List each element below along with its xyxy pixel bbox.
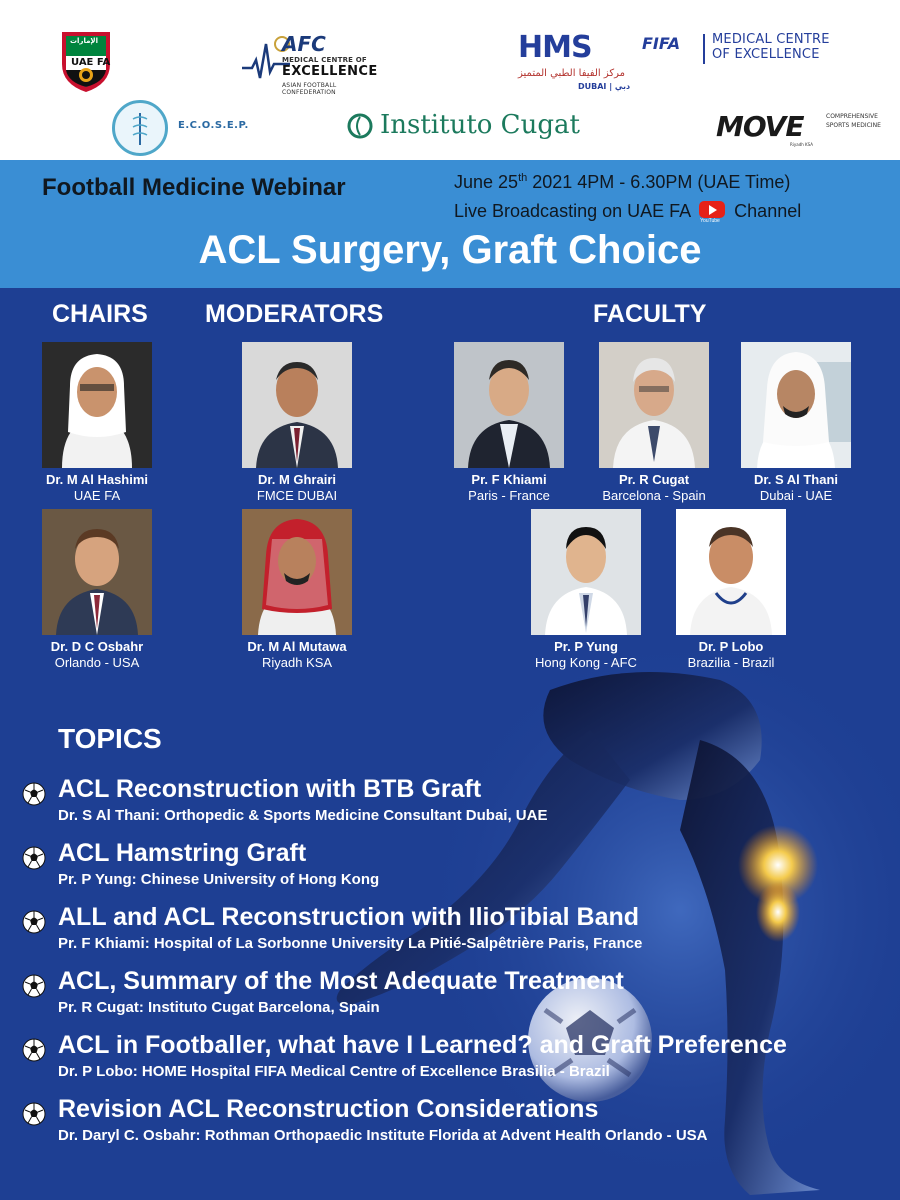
hms-medical-line2: OF EXCELLENCE — [712, 47, 820, 62]
person-location: Orlando - USA — [54, 655, 140, 670]
person-location: Barcelona - Spain — [602, 488, 706, 503]
soccer-ball-icon — [22, 1038, 46, 1062]
topic-speaker: Dr. P Lobo: HOME Hospital FIFA Medical Centre of Excellence Brasilia - Brazil — [58, 1063, 610, 1080]
person-location: Brazilia - Brazil — [687, 655, 775, 670]
hms-brand: HMS — [518, 30, 592, 65]
broadcast-suffix: Channel — [734, 201, 802, 221]
afc-line2: EXCELLENCE — [282, 64, 378, 79]
person-location: Hong Kong - AFC — [535, 655, 637, 670]
topic-speaker: Dr. S Al Thani: Orthopedic & Sports Medicine Consultant Dubai, UAE — [58, 807, 548, 824]
partner-logos-band — [0, 0, 900, 160]
faculty-card — [721, 342, 871, 503]
instituto-cugat-logo — [346, 110, 586, 150]
moderator-card — [222, 509, 372, 670]
person-name: Dr. M Ghrairi — [257, 472, 337, 487]
hms-fifa-logo — [518, 32, 838, 94]
topic-speaker: Pr. F Khiami: Hospital of La Sorbonne University La Pitié-Salpêtrière Paris, France — [58, 935, 643, 952]
event-date — [454, 172, 790, 193]
moderators-heading: MODERATORS — [205, 300, 384, 328]
soccer-ball-icon — [22, 846, 46, 870]
ecosep-label: E.C.O.S.E.P. — [178, 120, 249, 131]
afc-medical-logo — [242, 30, 392, 96]
topic-title: ALL and ACL Reconstruction with IlioTibial Band — [58, 903, 640, 931]
date-suffix: 2021 4PM - 6.30PM (UAE Time) — [527, 172, 791, 192]
topic-speaker: Dr. Daryl C. Osbahr: Rothman Orthopaedic Institute Florida at Advent Health Orlando - USA — [58, 1127, 708, 1144]
afc-mark-text: AFC — [282, 32, 326, 56]
person-location: Dubai - UAE — [759, 488, 833, 503]
person-photo — [42, 509, 152, 635]
person-name: Dr. D C Osbahr — [50, 639, 144, 654]
person-name: Pr. R Cugat — [618, 472, 690, 487]
youtube-word: YouTube — [700, 218, 720, 224]
person-location: Riyadh KSA — [261, 655, 333, 670]
topic-title: ACL, Summary of the Most Adequate Treatment — [58, 967, 624, 995]
person-location: UAE FA — [73, 488, 121, 503]
date-sup: th — [518, 172, 528, 184]
faculty-card — [511, 509, 661, 670]
ecosep-emblem-icon — [112, 100, 168, 156]
person-photo — [599, 342, 709, 468]
ecosep-logo — [112, 100, 252, 158]
faculty-card — [656, 509, 806, 670]
move-small-text: Riyadh KSA — [790, 142, 814, 147]
soccer-ball-icon — [22, 974, 46, 998]
soccer-ball-icon — [22, 910, 46, 934]
person-photo — [454, 342, 564, 468]
person-photo — [42, 342, 152, 468]
date-prefix: June 25 — [454, 172, 519, 192]
uae-fa-arabic: الإمارات — [70, 37, 99, 45]
topic-speaker: Pr. P Yung: Chinese University of Hong Kong — [58, 871, 380, 888]
youtube-play — [709, 205, 717, 215]
topic-title: Revision ACL Reconstruction Considerations — [58, 1095, 599, 1123]
uae-fa-logo — [58, 28, 114, 94]
move-label: MOVE — [716, 110, 804, 143]
move-sub-line2: SPORTS MEDICINE — [826, 122, 881, 129]
youtube-icon — [697, 201, 727, 224]
webinar-title: Football Medicine Webinar — [42, 174, 346, 201]
person-name: Dr. P Lobo — [698, 639, 764, 654]
topic-speaker: Pr. R Cugat: Instituto Cugat Barcelona, Spain — [58, 999, 380, 1016]
hms-arabic: مركز الفيفا الطبي المتميز — [518, 68, 626, 79]
person-name: Dr. M Al Hashimi — [45, 472, 149, 487]
broadcast-prefix: Live Broadcasting on UAE FA — [454, 201, 691, 221]
chairs-heading: CHAIRS — [52, 300, 148, 328]
broadcast-info — [454, 201, 801, 222]
move-subtitle — [826, 112, 881, 130]
cugat-label: Instituto Cugat — [380, 110, 580, 140]
soccer-ball-icon — [22, 782, 46, 806]
soccer-ball-icon — [22, 1102, 46, 1126]
person-name: Pr. F Khiami — [471, 472, 547, 487]
faculty-heading: FACULTY — [593, 300, 707, 328]
person-location: Paris - France — [468, 488, 550, 503]
uae-fa-label: UAE FA — [71, 57, 111, 68]
faculty-card — [434, 342, 584, 503]
topic-title: ACL Reconstruction with BTB Graft — [58, 775, 482, 803]
faculty-card — [579, 342, 729, 503]
afc-line1: MEDICAL CENTRE OF — [282, 56, 367, 64]
person-photo — [676, 509, 786, 635]
person-name: Pr. P Yung — [554, 639, 618, 654]
topic-title: ACL in Footballer, what have I Learned? and Graft Preference — [58, 1031, 787, 1059]
main-title: ACL Surgery, Graft Choice — [198, 228, 702, 272]
topics-heading: TOPICS — [58, 723, 162, 754]
person-photo — [242, 342, 352, 468]
person-photo — [242, 509, 352, 635]
move-sub-line1: COMPREHENSIVE — [826, 113, 878, 120]
chair-card — [22, 509, 172, 670]
hms-fifa: FIFA — [642, 34, 681, 53]
hms-medical-text — [712, 32, 830, 62]
hms-city: DUBAI | دبي — [578, 82, 631, 91]
moderator-card — [222, 342, 372, 503]
topic-title: ACL Hamstring Graft — [58, 839, 307, 867]
person-photo — [531, 509, 641, 635]
person-name: Dr. M Al Mutawa — [247, 639, 347, 654]
cugat-emblem-icon — [346, 112, 374, 140]
afc-line3: ASIAN FOOTBALL CONFEDERATION — [282, 82, 337, 96]
chair-card — [22, 342, 172, 503]
hms-medical-line1: MEDICAL CENTRE — [712, 32, 830, 47]
hms-divider — [703, 34, 705, 64]
person-name: Dr. S Al Thani — [753, 472, 839, 487]
move-logo — [716, 110, 888, 150]
person-location: FMCE DUBAI — [256, 488, 338, 503]
person-photo — [741, 342, 851, 468]
